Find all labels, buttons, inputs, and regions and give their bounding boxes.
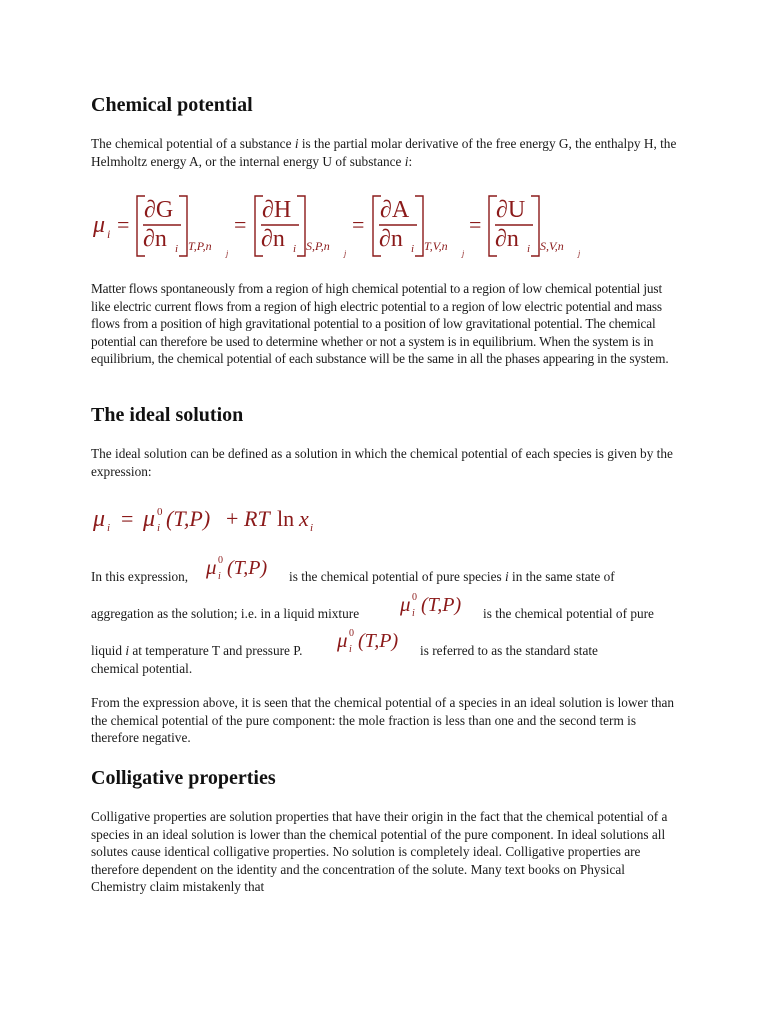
svg-text:μ: μ bbox=[337, 628, 348, 652]
svg-text:i: i bbox=[107, 227, 111, 241]
svg-text:(T,P): (T,P) bbox=[421, 594, 462, 616]
heading-ideal-solution: The ideal solution bbox=[91, 404, 244, 426]
svg-text:RT: RT bbox=[244, 506, 270, 531]
svg-text:(T,P): (T,P) bbox=[166, 506, 211, 531]
svg-text:i: i bbox=[218, 571, 221, 582]
svg-text:=: = bbox=[121, 506, 134, 531]
svg-text:∂H: ∂H bbox=[262, 197, 292, 223]
svg-text:μ: μ bbox=[93, 506, 106, 532]
svg-text:∂n: ∂n bbox=[379, 226, 403, 252]
svg-text:0: 0 bbox=[412, 592, 417, 603]
inline-formula-mu0-3 bbox=[335, 625, 420, 655]
heading-chemical-potential: Chemical potential bbox=[91, 94, 253, 116]
inline-formula-mu0-1 bbox=[204, 552, 289, 582]
svg-text:j: j bbox=[578, 249, 581, 258]
heading-colligative-properties: Colligative properties bbox=[91, 767, 276, 789]
svg-text:i: i bbox=[349, 644, 352, 655]
svg-text:∂n: ∂n bbox=[495, 226, 519, 252]
svg-text:T,P,n: T,P,n bbox=[188, 239, 212, 253]
svg-text:(T,P): (T,P) bbox=[358, 630, 399, 652]
svg-text:j: j bbox=[226, 249, 229, 258]
svg-text:=: = bbox=[469, 212, 482, 237]
svg-text:i: i bbox=[412, 608, 415, 619]
formula-lhs: μ bbox=[93, 212, 106, 238]
svg-text:=: = bbox=[117, 212, 130, 237]
svg-text:0: 0 bbox=[157, 506, 163, 518]
ideal-solution-formula bbox=[91, 498, 351, 538]
svg-text:i: i bbox=[411, 243, 415, 255]
ideal-line-1-a: In this expression, bbox=[91, 569, 189, 584]
svg-text:S,P,n: S,P,n bbox=[306, 239, 330, 253]
chemical-potential-formula bbox=[91, 188, 591, 268]
ideal-line-2-a: aggregation as the solution; i.e. in a liquid mixture bbox=[91, 606, 360, 621]
chemical-potential-body: Matter flows spontaneously from a region of high chemical potential to a region of low chemical potential just like electric current flows from a region of high electric potential to a region of low electric potential and mass flows from a position of high gravitational potential to a position of low gravitational potential. The chemical potential can therefore be used to determine whether or not a system is in equilibrium. When the system is in equilibrium, the chemical potential of each substance will be the same in all the phases appearing in the system. bbox=[91, 281, 669, 367]
formula-term-2 bbox=[255, 196, 347, 258]
formula-term-1 bbox=[137, 196, 229, 258]
svg-text:ln: ln bbox=[277, 506, 295, 531]
svg-text:=: = bbox=[352, 212, 365, 237]
svg-text:μ: μ bbox=[400, 592, 411, 616]
svg-text:j: j bbox=[344, 249, 347, 258]
svg-text:0: 0 bbox=[349, 628, 354, 639]
svg-text:T,V,n: T,V,n bbox=[424, 239, 448, 253]
ideal-solution-body: From the expression above, it is seen that the chemical potential of a species in an ideal solution is lower than the chemical potential of the pure component: the mole fraction is less than one and the second term is therefore negative. bbox=[91, 695, 675, 746]
ideal-solution-intro: The ideal solution can be defined as a solution in which the chemical potential of each species is given by the expression: bbox=[91, 446, 673, 479]
svg-text:∂U: ∂U bbox=[496, 197, 526, 223]
svg-text:∂A: ∂A bbox=[380, 197, 410, 223]
svg-text:i: i bbox=[527, 243, 531, 255]
svg-text:i: i bbox=[157, 522, 161, 534]
svg-text:i: i bbox=[107, 522, 111, 534]
svg-text:μ: μ bbox=[206, 555, 217, 579]
ideal-line-3-a: liquid i at temperature T and pressure P. bbox=[91, 643, 303, 658]
svg-text:∂G: ∂G bbox=[144, 197, 174, 223]
svg-text:+: + bbox=[226, 506, 239, 531]
svg-text:i: i bbox=[175, 243, 179, 255]
svg-text:=: = bbox=[234, 212, 247, 237]
inline-formula-mu0-2 bbox=[398, 589, 483, 619]
ideal-line-2-b: is the chemical potential of pure bbox=[483, 606, 654, 621]
svg-text:i: i bbox=[293, 243, 297, 255]
ideal-line-4: chemical potential. bbox=[91, 661, 193, 676]
ideal-line-3-b: is referred to as the standard state bbox=[420, 643, 598, 658]
formula-term-3 bbox=[373, 196, 465, 258]
svg-text:x: x bbox=[299, 506, 309, 531]
svg-text:S,V,n: S,V,n bbox=[540, 239, 564, 253]
chemical-potential-intro: The chemical potential of a substance i is the partial molar derivative of the free energy G, the enthalpy H, the Helmholtz energy A, or the internal energy U of substance i: bbox=[91, 136, 677, 169]
svg-text:μ: μ bbox=[143, 506, 156, 532]
svg-text:∂n: ∂n bbox=[143, 226, 167, 252]
ideal-line-1-b: is the chemical potential of pure species i in the same state of bbox=[289, 569, 615, 584]
colligative-body: Colligative properties are solution properties that have their origin in the fact that the chemical potential of a species in an ideal solution is lower than the chemical potential of the pure component. In ideal solutions all solutes cause identical colligative properties. No solution is completely ideal. Colligative properties are therefore dependent on the identity and the concentration of the solute. Many text books on Physical Chemistry claim mistakenly that bbox=[91, 809, 668, 895]
svg-text:i: i bbox=[310, 522, 314, 534]
svg-text:j: j bbox=[462, 249, 465, 258]
svg-text:(T,P): (T,P) bbox=[227, 557, 268, 579]
svg-text:0: 0 bbox=[218, 555, 223, 566]
formula-term-4 bbox=[489, 196, 581, 258]
svg-text:∂n: ∂n bbox=[261, 226, 285, 252]
